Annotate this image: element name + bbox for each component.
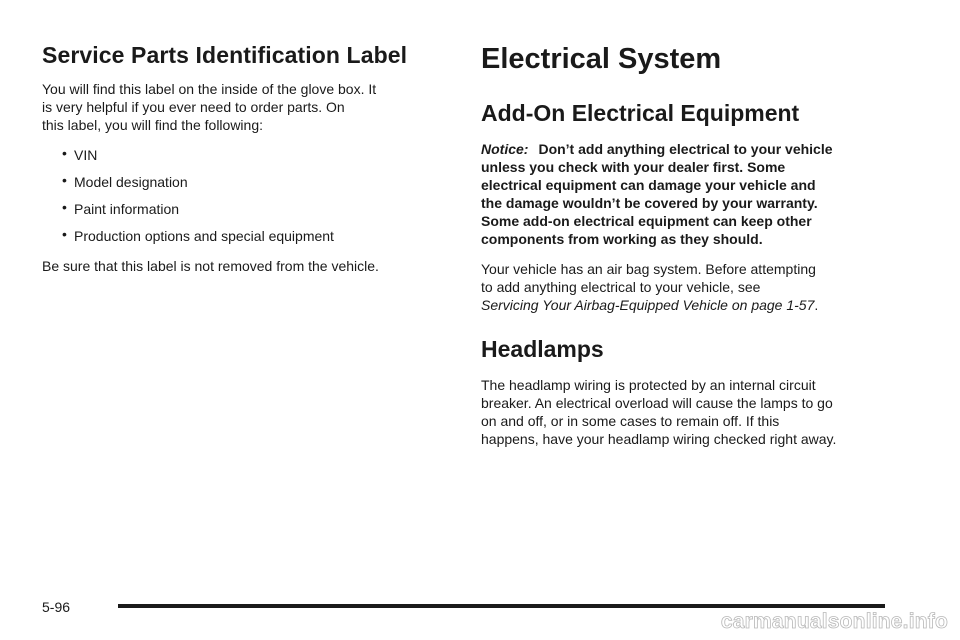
list-item-text: Model designation [74, 174, 188, 190]
chapter-title-electrical-system: Electrical System [481, 43, 722, 75]
list-item-text: Paint information [74, 201, 180, 217]
list-item [42, 200, 442, 218]
cross-reference-link[interactable]: Servicing Your Airbag-Equipped Vehicle on page 1-57 [481, 297, 815, 313]
service-parts-closing: Be sure that this label is not removed from the vehicle. [42, 258, 379, 274]
body-line: Your vehicle has an air bag system. Before attempting [481, 261, 816, 277]
notice-line: electrical equipment can damage your vehicle and [481, 177, 816, 193]
watermark-text: carmanualsonline.info [720, 610, 948, 633]
body-line: The headlamp wiring is protected by an internal circuit [481, 377, 816, 393]
list-item [42, 173, 442, 191]
notice-line: Don’t add anything electrical to your vehicle [538, 141, 833, 157]
body-line: breaker. An electrical overload will cause the lamps to go [481, 395, 833, 411]
headlamps-paragraph [481, 376, 891, 448]
notice-label: Notice: [481, 141, 529, 157]
label-contents-list [42, 146, 442, 245]
section-title-service-parts-label: Service Parts Identification Label [42, 42, 408, 68]
section-title-add-on-equipment: Add-On Electrical Equipment [481, 100, 800, 126]
xref-suffix: . [814, 297, 819, 313]
footer-rule [118, 604, 885, 608]
page-number: 5-96 [42, 599, 71, 615]
notice-line: unless you check with your dealer first. Some [481, 159, 786, 175]
list-item [42, 146, 442, 164]
body-line: happens, have your headlamp wiring checked right away. [481, 431, 837, 447]
notice-line: Some add-on electrical equipment can keep other [481, 213, 812, 229]
intro-line: You will find this label on the inside of the glove box. It [42, 81, 377, 97]
intro-line: this label, you will find the following: [42, 117, 264, 133]
body-line: to add anything electrical to your vehicle, see [481, 279, 761, 295]
notice-paragraph [481, 140, 891, 248]
bullet-icon: • [62, 226, 67, 242]
notice-line: components from working as they should. [481, 231, 763, 247]
bullet-icon: • [62, 145, 67, 161]
list-item-text: Production options and special equipment [74, 228, 334, 244]
section-spacer [481, 326, 891, 336]
notice-line: the damage wouldn’t be covered by your warranty. [481, 195, 818, 211]
airbag-paragraph [481, 260, 891, 314]
bullet-icon: • [62, 172, 67, 188]
left-column [42, 42, 442, 287]
section-title-headlamps: Headlamps [481, 336, 604, 362]
list-item-text: VIN [74, 147, 98, 163]
service-parts-intro [42, 80, 442, 134]
list-item [42, 227, 442, 245]
body-line: on and off, or in some cases to remain off. If this [481, 413, 780, 429]
bullet-icon: • [62, 199, 67, 215]
right-column [481, 42, 891, 460]
intro-line: is very helpful if you ever need to order parts. On [42, 99, 345, 115]
